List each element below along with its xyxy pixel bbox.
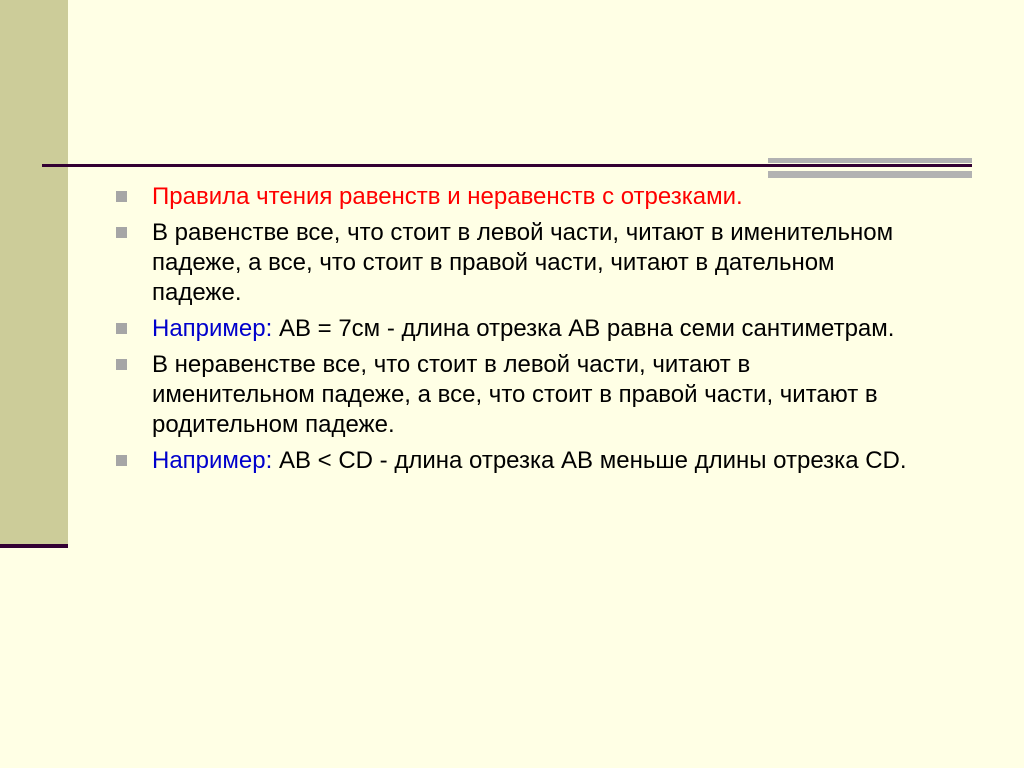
equality-example-text: АВ = 7см - длина отрезка АВ равна семи сантиметрам. — [272, 315, 895, 342]
bullet-item-rules-heading — [112, 182, 912, 212]
equality-rule-text: В равенстве все, что стоит в левой части, читают в именительном падеже, а все, что стоит в правой части, читают в дательном падеже. — [152, 219, 894, 306]
accent-bar-top — [768, 158, 972, 163]
square-bullet-icon — [116, 227, 127, 238]
rules-heading-text: Правила чтения равенств и неравенств с отрезками. — [152, 183, 743, 210]
square-bullet-icon — [116, 191, 127, 202]
slide-bullet-list — [112, 182, 912, 482]
square-bullet-icon — [116, 323, 127, 334]
example-label: Например: — [152, 447, 273, 474]
square-bullet-icon — [116, 359, 127, 370]
bullet-item-inequality-example — [112, 446, 912, 476]
inequality-rule-text: В неравенстве все, что стоит в левой части, читают в именительном падеже, а все, что стоит в правой части, читают в родительном падеже. — [152, 351, 878, 438]
inequality-example-text: АВ < СD - длина отрезка АВ меньше длины отрезка СD. — [272, 447, 907, 474]
example-label: Например: — [152, 315, 273, 342]
square-bullet-icon — [116, 455, 127, 466]
bullet-item-inequality-rule — [112, 350, 912, 440]
title-divider-line — [42, 164, 972, 167]
left-decorative-band — [0, 0, 68, 544]
bullet-item-equality-rule — [112, 218, 912, 308]
left-band-underline — [0, 544, 68, 548]
bullet-item-equality-example — [112, 314, 912, 344]
accent-bar-bottom — [768, 171, 972, 178]
